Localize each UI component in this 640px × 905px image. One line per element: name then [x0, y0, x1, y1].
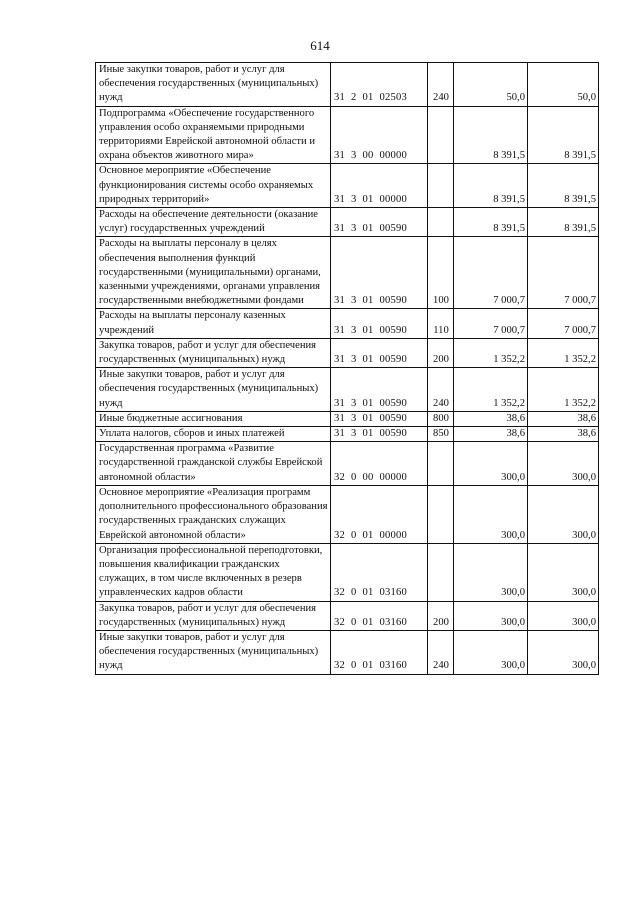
row-name: Уплата налогов, сборов и иных платежей	[96, 427, 331, 442]
row-sum-1: 300,0	[454, 543, 528, 601]
row-sum-1: 38,6	[454, 427, 528, 442]
code-part: 3	[351, 412, 357, 424]
row-code	[331, 630, 428, 674]
row-code	[331, 338, 428, 367]
row-expense-type	[428, 485, 454, 543]
table-row	[96, 237, 599, 309]
row-name: Закупка товаров, работ и услуг для обеспечения государственных (муниципальных) нужд	[96, 338, 331, 367]
code-part: 2	[351, 92, 357, 104]
row-code	[331, 164, 428, 208]
row-sum-2: 8 391,5	[528, 164, 599, 208]
code-part: 0	[351, 660, 357, 672]
table-row	[96, 601, 599, 630]
table-row	[96, 164, 599, 208]
budget-table-body	[96, 63, 599, 675]
row-sum-1: 8 391,5	[454, 106, 528, 164]
row-code	[331, 309, 428, 338]
row-expense-type: 100	[428, 237, 454, 309]
code-part: 00	[362, 150, 374, 162]
code-part: 01	[362, 428, 374, 440]
row-name: Иные бюджетные ассигнования	[96, 411, 331, 426]
code-part: 32	[334, 587, 345, 599]
code-part: 01	[362, 587, 374, 599]
code-part: 01	[362, 660, 374, 672]
code-part: 31	[334, 150, 345, 162]
row-sum-2: 8 391,5	[528, 106, 599, 164]
code-part: 31	[334, 193, 345, 205]
row-sum-1: 7 000,7	[454, 237, 528, 309]
row-sum-2: 38,6	[528, 427, 599, 442]
code-part: 31	[334, 354, 345, 366]
row-name: Иные закупки товаров, работ и услуг для обеспечения государственных (муниципальных) нужд	[96, 630, 331, 674]
code-part: 31	[334, 223, 345, 235]
code-part: 00000	[379, 529, 407, 541]
code-part: 3	[351, 223, 357, 235]
code-part: 32	[334, 660, 345, 672]
row-name: Государственная программа «Развитие государственной гражданской службы Еврейской автономной области»	[96, 442, 331, 486]
row-name: Организация профессиональной переподготовки, повышения квалификации гражданских служащих, в том числе включенных в резерв управленческих кадров области	[96, 543, 331, 601]
row-sum-2: 7 000,7	[528, 309, 599, 338]
row-expense-type	[428, 543, 454, 601]
code-part: 32	[334, 616, 345, 628]
code-part: 31	[334, 397, 345, 409]
code-part: 00000	[379, 471, 407, 483]
code-part: 01	[362, 223, 374, 235]
code-part: 00590	[379, 295, 407, 307]
row-expense-type	[428, 442, 454, 486]
row-code	[331, 208, 428, 237]
table-row	[96, 442, 599, 486]
row-expense-type: 240	[428, 63, 454, 107]
row-sum-1: 1 352,2	[454, 338, 528, 367]
code-part: 3	[351, 193, 357, 205]
row-code	[331, 368, 428, 412]
row-code	[331, 106, 428, 164]
row-sum-1: 300,0	[454, 442, 528, 486]
table-row	[96, 63, 599, 107]
row-sum-1: 8 391,5	[454, 208, 528, 237]
code-part: 01	[362, 193, 374, 205]
row-sum-1: 300,0	[454, 601, 528, 630]
code-part: 00590	[379, 428, 407, 440]
code-part: 01	[362, 412, 374, 424]
code-part: 00590	[379, 223, 407, 235]
row-expense-type: 850	[428, 427, 454, 442]
row-sum-2: 300,0	[528, 630, 599, 674]
table-row	[96, 485, 599, 543]
code-part: 32	[334, 529, 345, 541]
code-part: 31	[334, 412, 345, 424]
code-part: 00590	[379, 354, 407, 366]
code-part: 31	[334, 92, 345, 104]
row-sum-1: 8 391,5	[454, 164, 528, 208]
row-code	[331, 63, 428, 107]
code-part: 01	[362, 616, 374, 628]
code-part: 0	[351, 529, 357, 541]
code-part: 00000	[379, 150, 407, 162]
row-name: Подпрограмма «Обеспечение государственного управления особо охраняемыми природными территориями Еврейской автономной области и охрана объектов животного мира»	[96, 106, 331, 164]
code-part: 00	[362, 471, 374, 483]
row-code	[331, 485, 428, 543]
code-part: 01	[362, 354, 374, 366]
row-name: Основное мероприятие «Реализация программ дополнительного профессионального образования государственных гражданских служащих Еврейской автономной области»	[96, 485, 331, 543]
row-sum-1: 38,6	[454, 411, 528, 426]
code-part: 03160	[379, 616, 407, 628]
table-row	[96, 427, 599, 442]
row-sum-1: 300,0	[454, 630, 528, 674]
code-part: 31	[334, 324, 345, 336]
code-part: 01	[362, 397, 374, 409]
code-part: 00590	[379, 324, 407, 336]
row-name: Основное мероприятие «Обеспечение функционирования системы особо охраняемых природных территорий»	[96, 164, 331, 208]
code-part: 3	[351, 150, 357, 162]
row-code	[331, 543, 428, 601]
code-part: 3	[351, 428, 357, 440]
row-name: Иные закупки товаров, работ и услуг для обеспечения государственных (муниципальных) нужд	[96, 368, 331, 412]
code-part: 31	[334, 295, 345, 307]
code-part: 01	[362, 529, 374, 541]
table-row	[96, 106, 599, 164]
row-expense-type: 200	[428, 601, 454, 630]
row-code	[331, 442, 428, 486]
row-expense-type: 240	[428, 368, 454, 412]
table-row	[96, 630, 599, 674]
row-expense-type: 800	[428, 411, 454, 426]
row-expense-type: 240	[428, 630, 454, 674]
code-part: 3	[351, 354, 357, 366]
code-part: 00000	[379, 193, 407, 205]
code-part: 0	[351, 587, 357, 599]
row-code	[331, 237, 428, 309]
table-row	[96, 368, 599, 412]
row-sum-2: 38,6	[528, 411, 599, 426]
row-sum-2: 300,0	[528, 543, 599, 601]
row-expense-type	[428, 106, 454, 164]
page-number: 614	[310, 38, 330, 53]
row-sum-1: 50,0	[454, 63, 528, 107]
row-code	[331, 411, 428, 426]
row-sum-2: 7 000,7	[528, 237, 599, 309]
code-part: 32	[334, 471, 345, 483]
code-part: 01	[362, 324, 374, 336]
table-row	[96, 338, 599, 367]
table-row	[96, 208, 599, 237]
row-expense-type	[428, 164, 454, 208]
row-name: Расходы на обеспечение деятельности (оказание услуг) государственных учреждений	[96, 208, 331, 237]
code-part: 01	[362, 295, 374, 307]
code-part: 03160	[379, 587, 407, 599]
table-row	[96, 543, 599, 601]
code-part: 01	[362, 92, 374, 104]
table-row	[96, 411, 599, 426]
code-part: 3	[351, 295, 357, 307]
row-sum-2: 8 391,5	[528, 208, 599, 237]
code-part: 00590	[379, 412, 407, 424]
row-name: Закупка товаров, работ и услуг для обеспечения государственных (муниципальных) нужд	[96, 601, 331, 630]
code-part: 3	[351, 397, 357, 409]
row-sum-2: 300,0	[528, 601, 599, 630]
row-sum-1: 1 352,2	[454, 368, 528, 412]
row-code	[331, 427, 428, 442]
code-part: 03160	[379, 660, 407, 672]
code-part: 3	[351, 324, 357, 336]
row-code	[331, 601, 428, 630]
row-name: Расходы на выплаты персоналу в целях обеспечения выполнения функций государственными (муниципальными) органами, казенными учреждениями, органами управления государственными внебюджетными фондами	[96, 237, 331, 309]
code-part: 0	[351, 616, 357, 628]
row-name: Расходы на выплаты персоналу казенных учреждений	[96, 309, 331, 338]
row-sum-1: 300,0	[454, 485, 528, 543]
code-part: 31	[334, 428, 345, 440]
row-name: Иные закупки товаров, работ и услуг для обеспечения государственных (муниципальных) нужд	[96, 63, 331, 107]
code-part: 00590	[379, 397, 407, 409]
code-part: 02503	[379, 92, 407, 104]
table-row	[96, 309, 599, 338]
row-sum-2: 1 352,2	[528, 368, 599, 412]
row-expense-type	[428, 208, 454, 237]
row-expense-type: 200	[428, 338, 454, 367]
row-sum-2: 300,0	[528, 442, 599, 486]
row-expense-type: 110	[428, 309, 454, 338]
row-sum-1: 7 000,7	[454, 309, 528, 338]
row-sum-2: 50,0	[528, 63, 599, 107]
row-sum-2: 1 352,2	[528, 338, 599, 367]
budget-table	[95, 62, 599, 675]
row-sum-2: 300,0	[528, 485, 599, 543]
code-part: 0	[351, 471, 357, 483]
